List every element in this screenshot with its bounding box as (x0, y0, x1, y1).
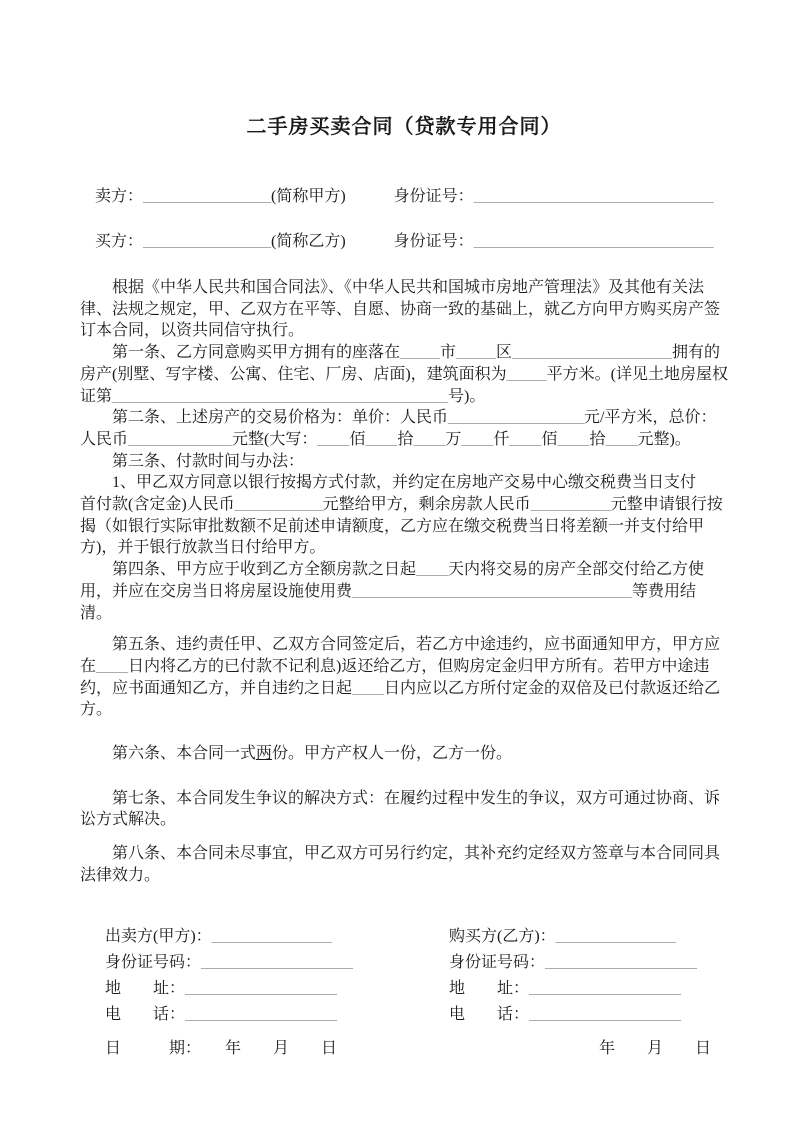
clause-7: 第七条、本合同发生争议的解决方式：在履约过程中发生的争议，双方可通过协商、诉讼方式解决。 (80, 789, 721, 829)
preamble-paragraph: 根据《中华人民共和国合同法》、《中华人民共和国城市房地产管理法》及其他有关法律、法规之规定，甲、乙双方在平等、自愿、协商一致的基础上，就乙方向甲方购买房产签订本合同，以资共同信守执行。 (80, 279, 721, 340)
seller-signature-column (105, 924, 449, 1028)
seller-name-row: 出卖方(甲方)：_______________ (105, 927, 332, 945)
seller-address-row: 地 址：___________________ (105, 979, 338, 997)
clause-3-item-1-line: 1、甲乙双方同意以银行按揭方式付款，并约定在房地产交易中心缴交税费当日支付 (80, 474, 697, 492)
clause-3-item-1-continuation: 首付款(含定金)人民币___________元整给甲方，剩余房款人民币__________元整申请银行按揭（如银行实际审批数额不足前述申请额度，乙方应在缴交税费当日将差额一并支付给甲方)，并于银行放款当日付给甲方。 (80, 496, 723, 557)
signature-block (80, 924, 728, 1028)
clause-6 (80, 743, 728, 765)
clause-5: 第五条、违约责任甲、乙双方合同签定后，若乙方中途违约，应书面通知甲方，甲方应在____日内将乙方的已付款不记利息)返还给乙方，但购房定金归甲方所有。若甲方中途违约，应书面通知乙方，并自违约之日起____日内应以乙方所付定金的双倍及已付款返还给乙方。 (80, 636, 721, 719)
clause-6-prefix: 第六条、本合同一式 (80, 745, 257, 763)
seller-line: 卖方：________________(简称甲方) 身份证号：______________________________ (95, 188, 714, 205)
clause-6-underlined-word: 两 (256, 745, 273, 763)
buyer-phone-row: 电 话：___________________ (449, 1005, 682, 1023)
clause-1: 第一条、乙方同意购买甲方拥有的座落在_____市_____区____________________拥有的房产(别墅、写字楼、公寓、住宅、厂房、店面)，建筑面积为_____平方米。(详见土地房屋权证第__________________________________________号)。 (80, 344, 729, 405)
clause-8: 第八条、本合同未尽事宜，甲乙双方可另行约定，其补充约定经双方签章与本合同同具法律效力。 (80, 845, 721, 884)
buyer-signature-column (449, 924, 728, 1028)
buyer-name-row: 购买方(乙方)：_______________ (449, 927, 676, 945)
clause-2: 第二条、上述房产的交易价格为：单价：人民币_________________元/平方米，总价：人民币_____________元整(大写：____佰____拾____万____仟____佰____拾____元整)。 (80, 409, 717, 448)
seller-date: 日 期： 年 月 日 (105, 1039, 338, 1057)
seller-id-row: 身份证号码：___________________ (105, 953, 354, 971)
buyer-id-row: 身份证号码：___________________ (449, 953, 698, 971)
buyer-address-row: 地 址：___________________ (449, 979, 682, 997)
clause-4: 第四条、甲方应于收到乙方全额房款之日起____天内将交易的房产全部交付给乙方使用，并应在交房当日将房屋设施使用费___________________________________等费用结清。 (80, 561, 705, 622)
clause-6-suffix: 份。甲方产权人一份，乙方一份。 (272, 745, 513, 763)
seller-phone-row: 电 话：___________________ (105, 1005, 338, 1023)
clause-3-heading: 第三条、付款时间与办法： (80, 452, 305, 470)
buyer-date: 年 月 日 (599, 1039, 712, 1057)
buyer-line: 买方：________________(简称乙方) 身份证号：______________________________ (95, 233, 714, 250)
date-row (80, 1038, 728, 1060)
contract-title: 二手房买卖合同（贷款专用合同） (246, 116, 562, 138)
